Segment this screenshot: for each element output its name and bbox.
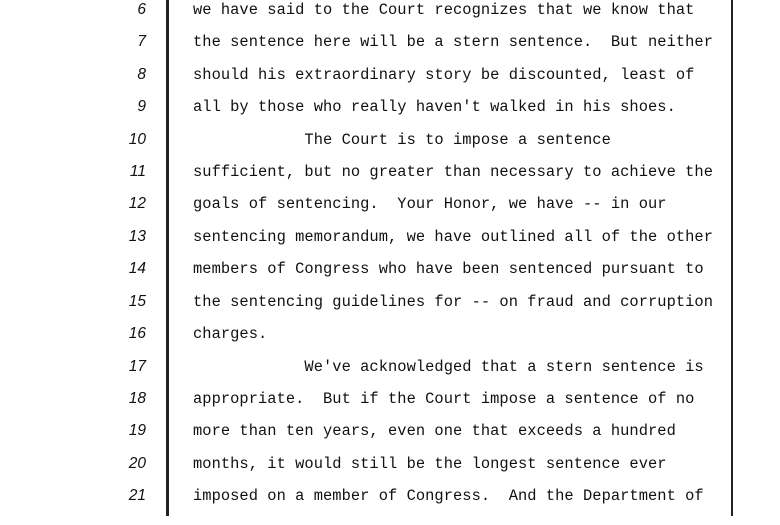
line-number: 10 — [128, 131, 146, 148]
line-number: 15 — [128, 293, 146, 310]
line-text: the sentencing guidelines for -- on fraud and corruption — [193, 293, 714, 311]
line-text: We've acknowledged that a stern sentence is — [193, 358, 704, 376]
line-number: 18 — [128, 390, 146, 407]
line-text: months, it would still be the longest sentence ever — [193, 455, 667, 473]
line-text: more than ten years, even one that exceeds a hundred — [193, 422, 676, 440]
line-text: The Court is to impose a sentence — [193, 131, 611, 149]
line-text: charges. — [193, 325, 268, 343]
line-number: 6 — [137, 1, 146, 18]
line-number: 9 — [137, 98, 146, 115]
line-number: 16 — [128, 325, 146, 342]
line-text: imposed on a member of Congress. And the Department of — [193, 487, 704, 505]
line-number: 8 — [137, 66, 146, 83]
line-number: 12 — [128, 195, 146, 212]
line-text: the sentence here will be a stern sentence. But neither — [193, 33, 714, 51]
line-text: all by those who really haven't walked in his shoes. — [193, 98, 676, 116]
line-text: appropriate. But if the Court impose a sentence of no — [193, 390, 695, 408]
line-number: 21 — [128, 487, 146, 504]
line-text: goals of sentencing. Your Honor, we have -- in our — [193, 195, 667, 213]
line-text: we have said to the Court recognizes that we know that — [193, 1, 695, 19]
line-number: 19 — [128, 422, 146, 439]
line-number: 20 — [128, 455, 146, 472]
line-text: members of Congress who have been sentenced pursuant to — [193, 260, 704, 278]
line-number: 14 — [128, 260, 146, 277]
line-text: sentencing memorandum, we have outlined all of the other — [193, 228, 714, 246]
line-number: 11 — [129, 163, 146, 180]
line-number: 13 — [128, 228, 146, 245]
line-number: 17 — [128, 358, 146, 375]
line-number: 7 — [137, 33, 146, 50]
line-text: sufficient, but no greater than necessary to achieve the — [193, 163, 714, 181]
transcript-line — [0, 487, 780, 525]
line-text: should his extraordinary story be discounted, least of — [193, 66, 695, 84]
